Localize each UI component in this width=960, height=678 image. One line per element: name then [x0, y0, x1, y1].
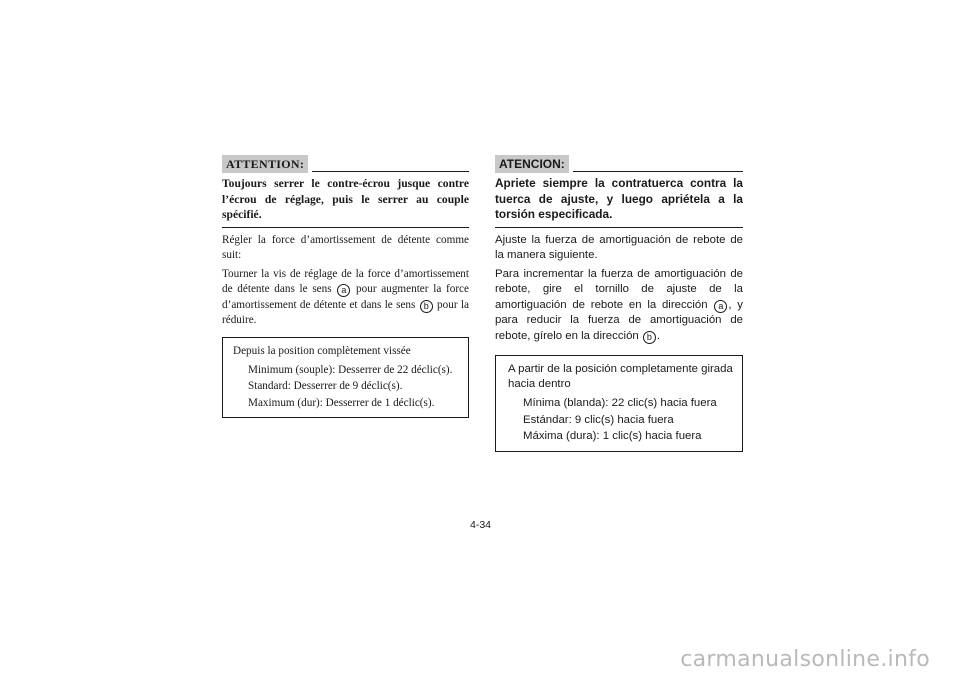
spec-line-maximum: Máxima (dura): 1 clic(s) hacia fuera [523, 430, 702, 443]
caution-rule [312, 171, 469, 172]
french-column [222, 154, 469, 418]
spec-line-standard: Standard: Desserrer de 9 déclic(s). [248, 380, 403, 393]
caution-label: ATTENTION: [222, 155, 308, 173]
caution-label: ATENCION: [495, 155, 569, 173]
caution-header [495, 154, 743, 173]
spec-intro: A partir de la posición completamente girada hacia dentro [508, 362, 733, 391]
spec-box [222, 337, 469, 418]
spec-line-maximum: Maximum (dur): Desserrer de 1 déclic(s). [248, 397, 435, 410]
instruction-text: Para incrementar la fuerza de amortiguación de rebote, gire el tornillo de ajuste de la amortiguación de rebote en la dirección [495, 267, 743, 311]
instruction-detail [495, 267, 743, 345]
caution-text: Toujours serrer le contre-écrou jusque contre l’écrou de réglage, puis le serrer au couple spécifié. [222, 176, 469, 228]
instruction-intro: Régler la force d’amortissement de détente comme suit: [222, 233, 469, 262]
page-number: 4-34 [470, 519, 492, 531]
caution-header [222, 154, 469, 173]
spec-line-standard: Estándar: 9 clic(s) hacia fuera [523, 413, 674, 426]
instruction-text: pour augmenter la force d’amortissement de détente et dans le sens [222, 283, 469, 311]
direction-b-marker: b [420, 300, 433, 313]
instruction-text: . [656, 330, 661, 343]
spec-line-minimum: Mínima (blanda): 22 clic(s) hacia fuera [523, 396, 717, 409]
caution-text: Apriete siempre la contratuerca contra la tuerca de ajuste, y luego apriétela a la torsión especificada. [495, 176, 743, 228]
watermark: carmanualsonline.info [680, 647, 930, 672]
direction-a-marker: a [714, 300, 727, 313]
instruction-intro: Ajuste la fuerza de amortiguación de rebote de la manera siguiente. [495, 233, 743, 262]
instruction-text: , y para reducir la fuerza de amortiguación de rebote, gírelo en la dirección [495, 298, 744, 343]
instruction-text: Tourner la vis de réglage de la force d’amortissement de détente dans le sens [222, 267, 469, 296]
instruction-text: pour la réduire. [222, 298, 469, 327]
direction-a-marker: a [337, 284, 350, 297]
caution-rule [573, 171, 743, 172]
spec-line-minimum: Minimum (souple): Desserrer de 22 déclic(s). [248, 363, 453, 376]
spec-intro: Depuis la position complètement vissée [233, 345, 411, 358]
instruction-detail [222, 267, 469, 329]
spec-box [495, 355, 743, 453]
direction-b-marker: b [643, 331, 656, 344]
spanish-column [495, 154, 743, 452]
